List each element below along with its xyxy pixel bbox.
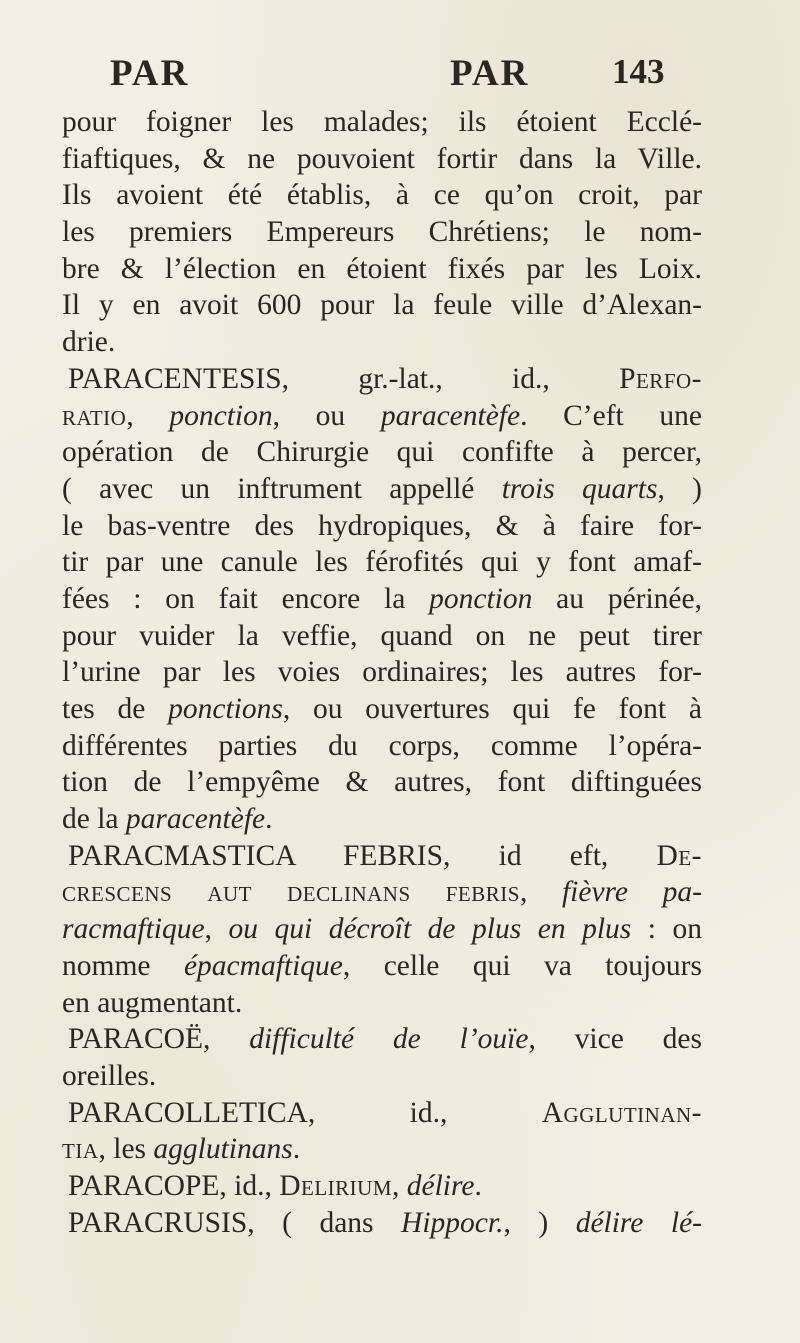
italic-text: paracentèfe: [380, 399, 521, 432]
text-segment: ,: [204, 913, 229, 946]
text-segment: , les: [98, 1133, 154, 1166]
text-segment: PARACOPE, id.,: [68, 1169, 280, 1202]
text-line: [62, 508, 702, 545]
text-segment: Ils avoient été établis, à ce qu’on croit, par: [62, 179, 702, 212]
text-line: [62, 141, 702, 178]
page-number: 143: [612, 52, 665, 91]
text-segment: PARACOLLETICA, id.,: [68, 1096, 542, 1129]
text-segment: : on: [631, 913, 702, 946]
text-segment: , ou: [272, 399, 381, 432]
italic-text: délire: [406, 1169, 475, 1202]
text-line: [62, 985, 702, 1022]
text-line: [62, 1095, 702, 1132]
text-segment: , ): [503, 1206, 576, 1239]
text-line: [62, 691, 702, 728]
text-segment: ,: [126, 399, 170, 432]
text-segment: oreilles.: [62, 1059, 157, 1092]
italic-text: délire lé-: [575, 1206, 702, 1239]
text-segment: , vice des: [528, 1023, 702, 1056]
text-segment: fiaftiques, & ne pouvoient fortir dans la Ville.: [62, 142, 702, 175]
text-line: [62, 654, 702, 691]
text-line: [62, 874, 702, 911]
text-line: [62, 177, 702, 214]
text-line: [62, 104, 702, 141]
text-line: [62, 324, 702, 361]
text-segment: au périnée,: [532, 582, 702, 615]
text-segment: ,: [392, 1169, 407, 1202]
small-caps-text: Delirium: [279, 1169, 393, 1202]
text-line: [62, 434, 702, 471]
header-center-word: PAR: [450, 53, 530, 94]
italic-text: difficulté de l’ouïe: [249, 1023, 529, 1056]
running-header: [110, 52, 740, 102]
small-caps-text: Perfo-: [619, 362, 702, 395]
text-line: [62, 911, 702, 948]
italic-text: agglutinans: [153, 1133, 293, 1166]
text-segment: différentes parties du corps, comme l’opéra-: [62, 729, 702, 762]
text-line: [62, 801, 702, 838]
text-segment: .: [265, 803, 273, 836]
text-line: [62, 1168, 702, 1205]
text-line: [62, 287, 702, 324]
text-segment: PARACOË,: [68, 1023, 250, 1056]
text-line: [62, 214, 702, 251]
italic-text: trois quarts: [501, 472, 658, 505]
text-segment: . C’eft une: [520, 399, 702, 432]
italic-text: ponction: [169, 399, 273, 432]
text-segment: tion de l’empyême & autres, font diftinguées: [62, 766, 702, 799]
italic-text: ponctions: [168, 693, 283, 725]
text-line: [62, 1131, 702, 1168]
page-text: [62, 104, 702, 1241]
text-segment: bre & l’élection en étoient fixés par les Loix.: [62, 252, 702, 285]
text-segment: ( avec un inftrument appellé: [62, 472, 502, 505]
text-line: [62, 618, 702, 655]
text-segment: le bas-ventre des hydropiques, & à faire for-: [62, 509, 702, 542]
italic-text: paracentèfe: [125, 803, 266, 836]
header-left-word: PAR: [110, 53, 190, 94]
text-line: [62, 1058, 702, 1095]
text-line: [62, 361, 702, 398]
text-segment: tes de: [62, 693, 169, 725]
text-segment: , celle qui va toujours: [342, 949, 702, 982]
text-segment: , ): [657, 472, 702, 505]
text-line: [62, 251, 702, 288]
text-segment: PARACENTESIS, gr.-lat., id.,: [68, 362, 620, 395]
text-segment: l’urine par les voies ordinaires; les autres for-: [62, 656, 702, 689]
text-segment: fées : on fait encore la: [62, 582, 430, 615]
text-segment: opération de Chirurgie qui confifte à percer,: [62, 436, 702, 469]
small-caps-text: crescens aut declinans febris: [62, 876, 520, 909]
italic-text: ou qui décroît de plus en plus: [228, 913, 632, 946]
text-line: [62, 1205, 702, 1242]
small-caps-text: Agglutinan-: [541, 1096, 702, 1129]
small-caps-text: tia: [62, 1133, 99, 1166]
text-segment: .: [292, 1133, 301, 1166]
italic-text: racmaftique: [62, 913, 205, 946]
text-segment: PARACRUSIS, ( dans: [68, 1206, 402, 1239]
text-line: [62, 948, 702, 985]
small-caps-text: ratio: [62, 399, 127, 432]
text-segment: tir par une canule les férofités qui y font amaf-: [62, 546, 702, 579]
small-caps-text: De-: [656, 839, 702, 872]
text-line: [62, 1021, 702, 1058]
text-line: [62, 544, 702, 581]
text-segment: en augmentant.: [62, 986, 243, 1019]
text-line: [62, 581, 702, 618]
text-line: [62, 398, 702, 435]
text-line: [62, 471, 702, 508]
text-segment: pour foigner les malades; ils étoient Ecclé-: [62, 106, 702, 138]
text-segment: , ou ouvertures qui fe font à: [282, 693, 702, 725]
italic-text: Hippocr.: [401, 1206, 504, 1239]
italic-text: épacmaftique: [183, 949, 343, 982]
text-line: [62, 728, 702, 765]
text-segment: de la: [62, 803, 126, 836]
italic-text: fièvre pa-: [561, 876, 702, 909]
text-segment: ,: [519, 876, 562, 909]
text-segment: nomme: [62, 949, 184, 982]
italic-text: ponction: [429, 582, 533, 615]
text-segment: les premiers Empereurs Chrétiens; le nom-: [62, 216, 702, 249]
text-segment: drie.: [62, 326, 116, 359]
text-segment: Il y en avoit 600 pour la feule ville d’Alexan-: [62, 289, 702, 322]
text-line: [62, 838, 702, 875]
text-line: [62, 764, 702, 801]
text-segment: pour vuider la veffie, quand on ne peut tirer: [62, 619, 702, 652]
text-segment: PARACMASTICA FEBRIS, id eft,: [68, 839, 657, 872]
text-segment: .: [474, 1169, 482, 1202]
